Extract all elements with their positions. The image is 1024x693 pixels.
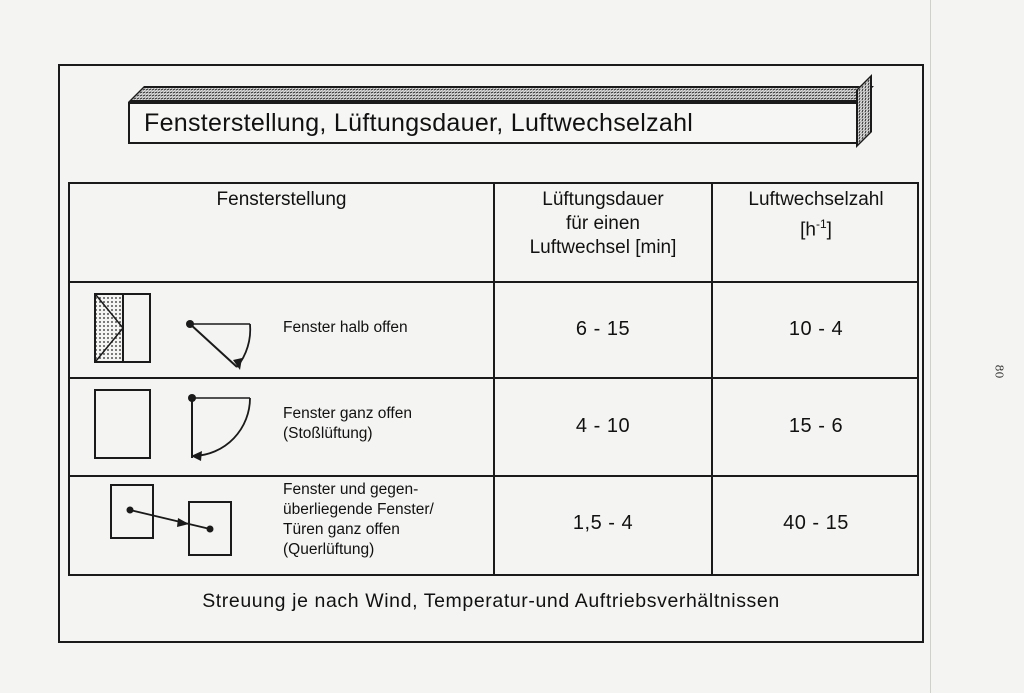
duration-value: 6 - 15 [575,318,631,340]
row-label [283,404,493,444]
air-change-value: 10 - 4 [788,318,844,340]
air-change-value: 40 - 15 [783,512,849,534]
row-divider [70,377,917,379]
header-lueftungsdauer [495,188,711,260]
label-line: überliegende Fenster/ [283,501,434,518]
label-line: Türen ganz offen [283,521,400,538]
header-line: Lüftungsdauer [542,189,664,210]
row-divider [70,281,917,283]
air-change-value: 15 - 6 [788,415,844,437]
row-label [283,318,493,338]
page-edge [930,0,931,693]
row-divider [70,475,917,477]
label-line: Fenster und gegen- [283,481,419,498]
duration-value: 1,5 - 4 [572,512,634,534]
duration-value: 4 - 10 [575,415,631,437]
title-bar-top-face [128,86,874,102]
page-title: Fensterstellung, Lüftungsdauer, Luftwechselzahl [128,102,858,144]
header-line: Luftwechsel [min] [529,237,677,258]
page-number: 80 [992,364,1006,379]
cross-ventilation-icon [110,484,240,564]
row-label [283,480,495,560]
header-luftwechselzahl [713,188,919,242]
window-half-open-icon [94,292,254,372]
label-line: Fenster halb offen [283,319,408,336]
window-fully-open-icon [94,388,254,468]
title-block [128,86,876,158]
label-line: (Querlüftung) [283,541,375,558]
header-line: Luftwechselzahl [748,189,884,210]
ventilation-table [68,182,919,576]
header-unit: $[h^{-1}]$ [800,217,832,241]
label-line: (Stoßlüftung) [283,425,373,442]
footer-note: Streuung je nach Wind, Temperatur-und Auftriebsverhältnissen [202,590,780,612]
label-line: Fenster ganz offen [283,405,412,422]
header-fensterstellung: Fensterstellung [216,189,347,210]
header-line: für einen [566,213,640,234]
